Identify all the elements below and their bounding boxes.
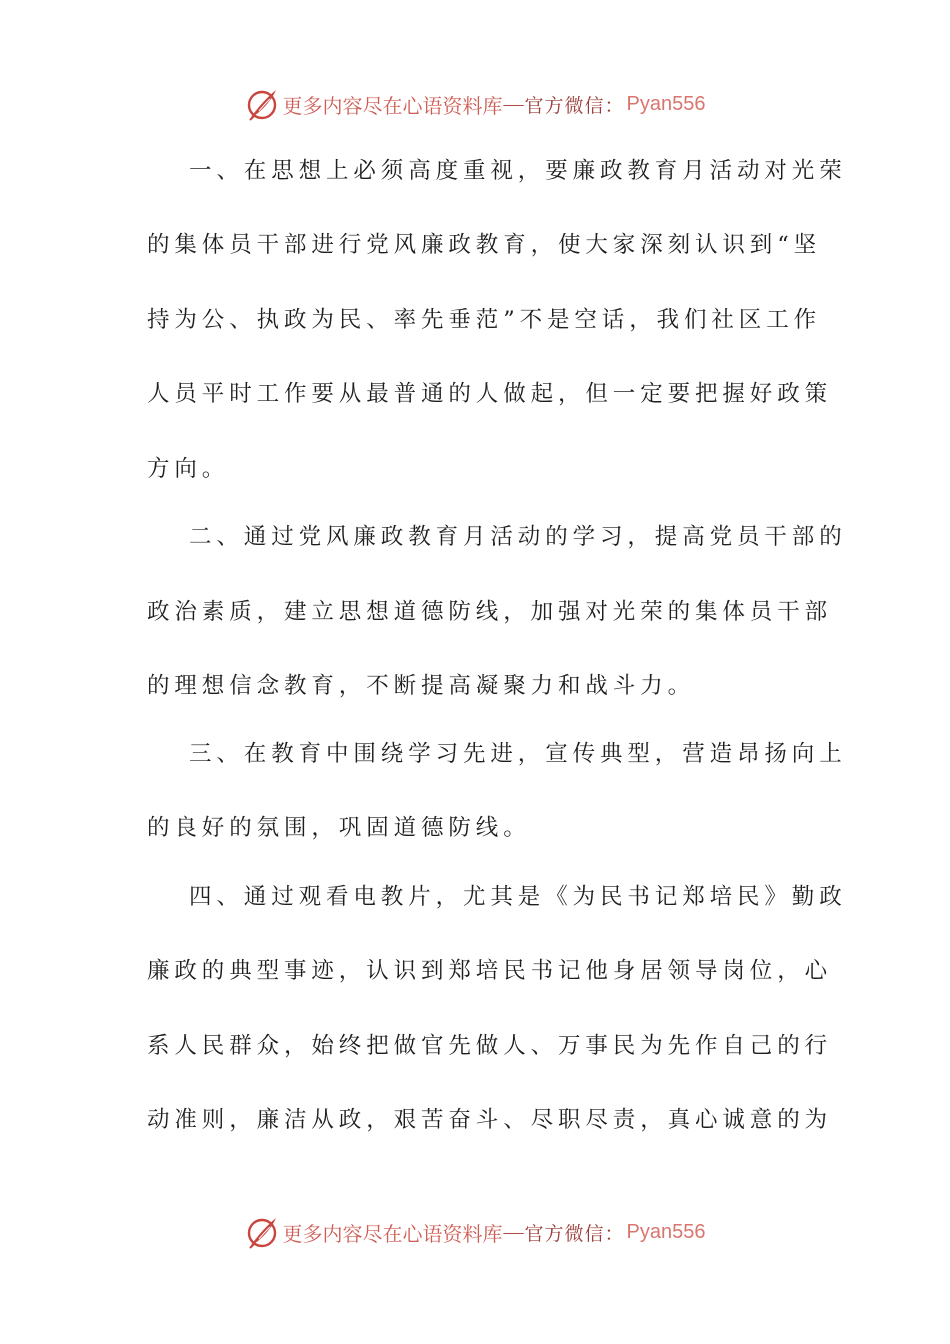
paragraph-3-line-2: 的良好的氛围，巩固道德防线。 <box>147 815 531 841</box>
footer-promo-text: 更多内容尽在心语资料库 <box>282 1221 503 1246</box>
footer-wechat-id: Pyan556 <box>626 1220 706 1243</box>
footer-wechat-label: 官方微信： <box>524 1222 625 1245</box>
quill-pen-logo-icon <box>245 1215 279 1249</box>
paragraph-1-line-1: 一、在思想上必须高度重视，要廉政教育月活动对光荣 <box>189 158 847 184</box>
quill-pen-logo-icon <box>245 87 279 121</box>
header-wechat-label: 官方微信： <box>524 94 625 117</box>
paragraph-4-line-1: 四、通过观看电教片，尤其是《为民书记郑培民》勤政 <box>189 884 847 910</box>
paragraph-3-line-1: 三、在教育中围绕学习先进，宣传典型，营造昂扬向上 <box>189 741 847 767</box>
paragraph-2-line-3: 的理想信念教育，不断提高凝聚力和战斗力。 <box>147 673 696 699</box>
paragraph-2-line-2: 政治素质，建立思想道德防线，加强对光荣的集体员干部 <box>147 599 833 625</box>
paragraph-4-line-3: 系人民群众，始终把做官先做人、万事民为先作自己的行 <box>147 1033 833 1059</box>
header-separator: — <box>503 92 524 115</box>
paragraph-4-line-4: 动准则，廉洁从政，艰苦奋斗、尽职尽责，真心诚意的为 <box>147 1107 833 1133</box>
header-banner <box>0 82 950 126</box>
header-wechat-id: Pyan556 <box>626 92 706 115</box>
paragraph-1-line-4: 人员平时工作要从最普通的人做起，但一定要把握好政策 <box>147 381 833 407</box>
paragraph-1-line-2: 的集体员干部进行党风廉政教育，使大家深刻认识到“坚 <box>147 232 822 258</box>
paragraph-2-line-1: 二、通过党风廉政教育月活动的学习，提高党员干部的 <box>189 524 847 550</box>
header-promo-text: 更多内容尽在心语资料库 <box>282 93 503 118</box>
paragraph-4-line-2: 廉政的典型事迹，认识到郑培民书记他身居领导岗位，心 <box>147 958 833 984</box>
paragraph-1-line-3: 持为公、执政为民、率先垂范”不是空话，我们社区工作 <box>147 307 822 333</box>
footer-banner <box>0 1210 950 1254</box>
paragraph-1-line-5: 方向。 <box>147 456 230 482</box>
footer-separator: — <box>503 1220 524 1243</box>
